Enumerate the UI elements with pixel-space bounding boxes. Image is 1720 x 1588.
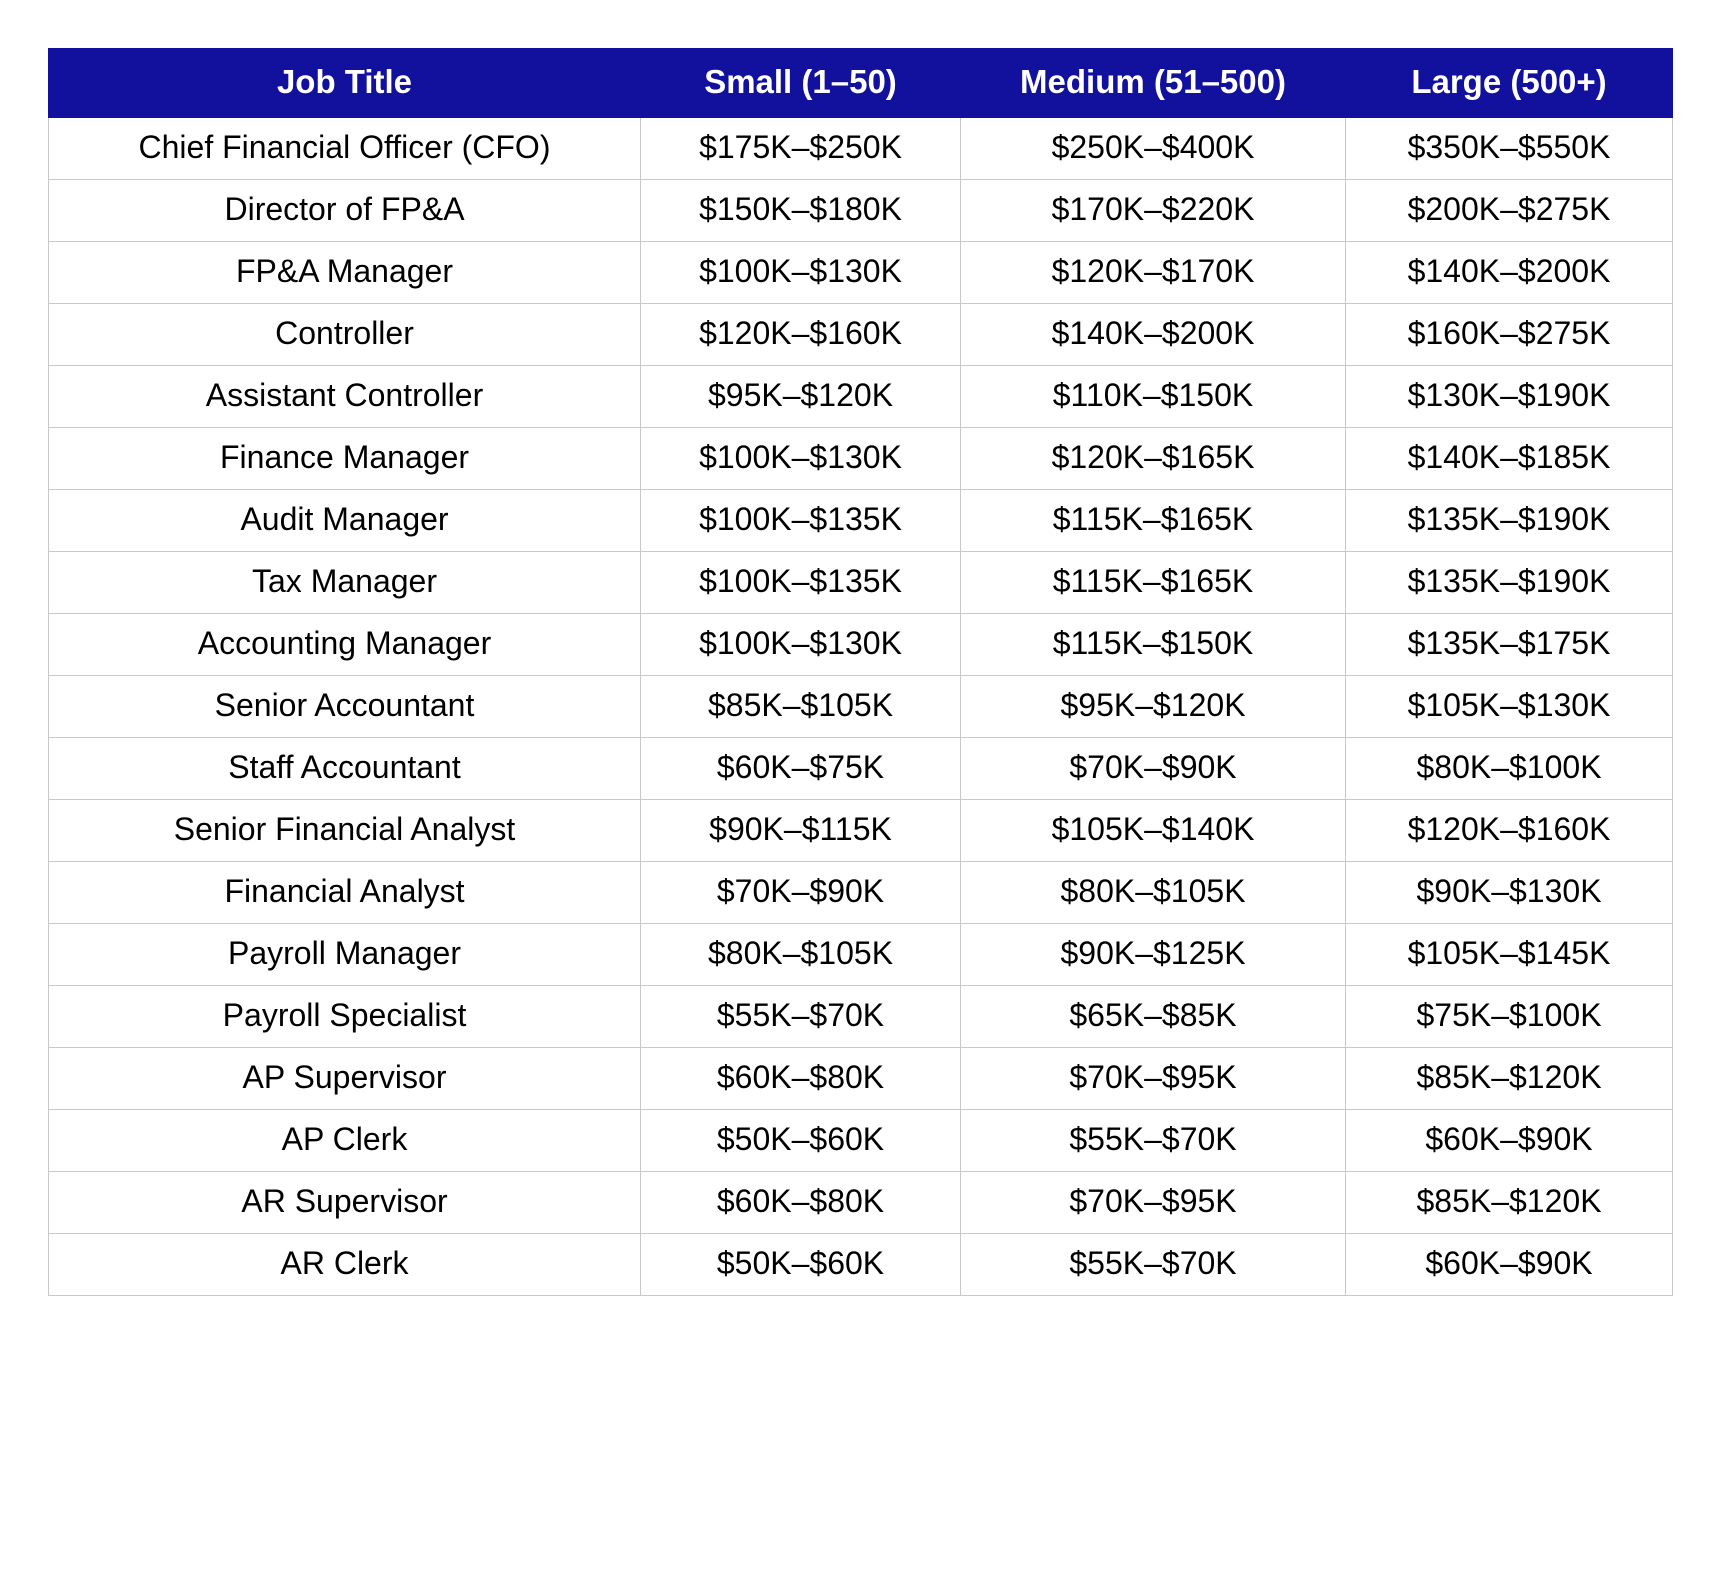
cell-job-title: Payroll Manager [49, 924, 641, 986]
cell-salary-range: $100K–$130K [641, 614, 961, 676]
cell-salary-range: $250K–$400K [961, 118, 1346, 180]
cell-salary-range: $70K–$90K [641, 862, 961, 924]
cell-job-title: Chief Financial Officer (CFO) [49, 118, 641, 180]
cell-salary-range: $140K–$200K [1346, 242, 1673, 304]
cell-salary-range: $105K–$140K [961, 800, 1346, 862]
cell-job-title: Audit Manager [49, 490, 641, 552]
table-row [49, 614, 1673, 676]
table-row [49, 800, 1673, 862]
cell-salary-range: $350K–$550K [1346, 118, 1673, 180]
cell-salary-range: $80K–$100K [1346, 738, 1673, 800]
cell-salary-range: $70K–$95K [961, 1172, 1346, 1234]
cell-salary-range: $70K–$90K [961, 738, 1346, 800]
cell-salary-range: $115K–$150K [961, 614, 1346, 676]
cell-job-title: AR Clerk [49, 1234, 641, 1296]
table-row [49, 1048, 1673, 1110]
cell-salary-range: $170K–$220K [961, 180, 1346, 242]
cell-salary-range: $90K–$125K [961, 924, 1346, 986]
cell-job-title: Assistant Controller [49, 366, 641, 428]
cell-salary-range: $85K–$120K [1346, 1048, 1673, 1110]
cell-salary-range: $55K–$70K [961, 1234, 1346, 1296]
cell-salary-range: $120K–$160K [1346, 800, 1673, 862]
cell-job-title: Staff Accountant [49, 738, 641, 800]
cell-salary-range: $60K–$75K [641, 738, 961, 800]
table-row [49, 428, 1673, 490]
cell-salary-range: $55K–$70K [641, 986, 961, 1048]
cell-job-title: Finance Manager [49, 428, 641, 490]
cell-salary-range: $135K–$190K [1346, 552, 1673, 614]
cell-salary-range: $50K–$60K [641, 1234, 961, 1296]
cell-job-title: AP Supervisor [49, 1048, 641, 1110]
cell-salary-range: $60K–$80K [641, 1048, 961, 1110]
cell-salary-range: $60K–$80K [641, 1172, 961, 1234]
cell-salary-range: $100K–$135K [641, 552, 961, 614]
cell-salary-range: $105K–$145K [1346, 924, 1673, 986]
cell-salary-range: $140K–$200K [961, 304, 1346, 366]
cell-salary-range: $75K–$100K [1346, 986, 1673, 1048]
cell-salary-range: $120K–$170K [961, 242, 1346, 304]
cell-job-title: Director of FP&A [49, 180, 641, 242]
cell-job-title: Accounting Manager [49, 614, 641, 676]
cell-salary-range: $200K–$275K [1346, 180, 1673, 242]
cell-salary-range: $60K–$90K [1346, 1234, 1673, 1296]
cell-salary-range: $115K–$165K [961, 552, 1346, 614]
salary-range-table [48, 48, 1673, 1296]
cell-salary-range: $90K–$115K [641, 800, 961, 862]
table-body [49, 118, 1673, 1296]
cell-salary-range: $115K–$165K [961, 490, 1346, 552]
cell-salary-range: $100K–$130K [641, 242, 961, 304]
cell-job-title: Payroll Specialist [49, 986, 641, 1048]
table-row [49, 1110, 1673, 1172]
table-row [49, 1172, 1673, 1234]
cell-salary-range: $90K–$130K [1346, 862, 1673, 924]
table-row [49, 180, 1673, 242]
cell-salary-range: $110K–$150K [961, 366, 1346, 428]
cell-job-title: Tax Manager [49, 552, 641, 614]
table-row [49, 490, 1673, 552]
cell-salary-range: $175K–$250K [641, 118, 961, 180]
cell-salary-range: $105K–$130K [1346, 676, 1673, 738]
table-row [49, 1234, 1673, 1296]
cell-salary-range: $80K–$105K [961, 862, 1346, 924]
column-header-small: Small (1–50) [641, 49, 961, 118]
cell-job-title: Senior Accountant [49, 676, 641, 738]
cell-salary-range: $50K–$60K [641, 1110, 961, 1172]
cell-salary-range: $160K–$275K [1346, 304, 1673, 366]
cell-salary-range: $100K–$135K [641, 490, 961, 552]
table-row [49, 862, 1673, 924]
table-row [49, 738, 1673, 800]
cell-salary-range: $95K–$120K [641, 366, 961, 428]
table-row [49, 552, 1673, 614]
cell-salary-range: $140K–$185K [1346, 428, 1673, 490]
table-row [49, 924, 1673, 986]
table-row [49, 366, 1673, 428]
cell-job-title: AP Clerk [49, 1110, 641, 1172]
cell-job-title: Senior Financial Analyst [49, 800, 641, 862]
cell-job-title: AR Supervisor [49, 1172, 641, 1234]
cell-salary-range: $65K–$85K [961, 986, 1346, 1048]
table-row [49, 986, 1673, 1048]
cell-salary-range: $95K–$120K [961, 676, 1346, 738]
cell-salary-range: $80K–$105K [641, 924, 961, 986]
column-header-medium: Medium (51–500) [961, 49, 1346, 118]
cell-salary-range: $135K–$175K [1346, 614, 1673, 676]
cell-salary-range: $85K–$105K [641, 676, 961, 738]
cell-salary-range: $60K–$90K [1346, 1110, 1673, 1172]
cell-job-title: Financial Analyst [49, 862, 641, 924]
table-row [49, 118, 1673, 180]
cell-salary-range: $120K–$165K [961, 428, 1346, 490]
cell-salary-range: $55K–$70K [961, 1110, 1346, 1172]
cell-salary-range: $100K–$130K [641, 428, 961, 490]
cell-job-title: FP&A Manager [49, 242, 641, 304]
cell-salary-range: $130K–$190K [1346, 366, 1673, 428]
table-header [49, 49, 1673, 118]
table-row [49, 676, 1673, 738]
table-row [49, 304, 1673, 366]
cell-salary-range: $135K–$190K [1346, 490, 1673, 552]
table-row [49, 242, 1673, 304]
column-header-large: Large (500+) [1346, 49, 1673, 118]
cell-salary-range: $120K–$160K [641, 304, 961, 366]
cell-salary-range: $85K–$120K [1346, 1172, 1673, 1234]
cell-salary-range: $150K–$180K [641, 180, 961, 242]
cell-salary-range: $70K–$95K [961, 1048, 1346, 1110]
cell-job-title: Controller [49, 304, 641, 366]
table-header-row [49, 49, 1673, 118]
column-header-job-title: Job Title [49, 49, 641, 118]
